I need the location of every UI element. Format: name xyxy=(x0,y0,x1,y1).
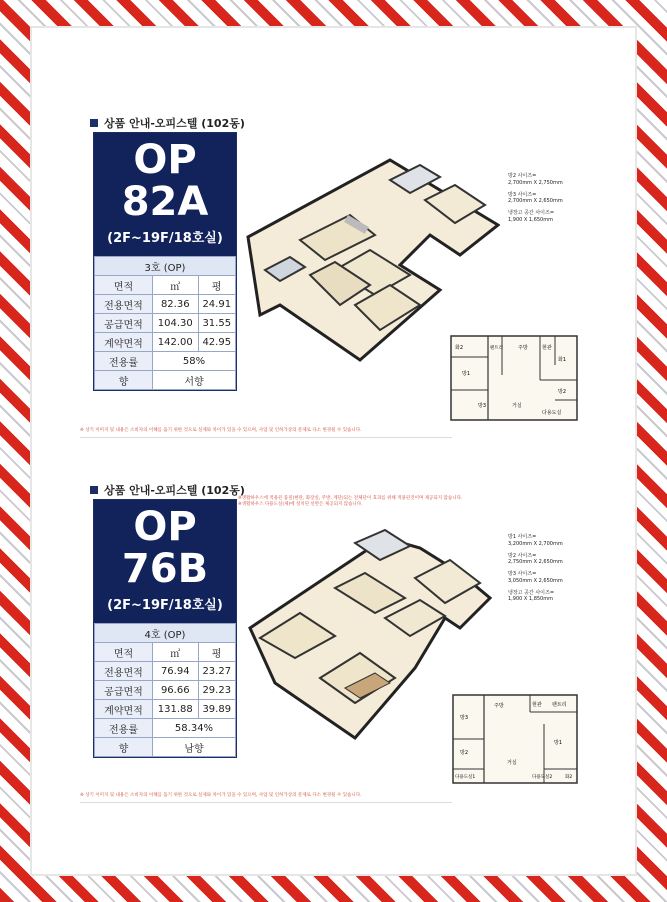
table-row xyxy=(95,738,236,757)
row-py: 23.27 xyxy=(198,662,235,681)
plan-label: 방2 xyxy=(460,750,469,756)
floorplan-2d xyxy=(452,694,578,784)
disclaimer-note: ※ 상기 이미지 및 내용은 소비자의 이해를 돕기 위한 것으로 실제와 차이가 있을 수 있으며, 사업 및 인허가상의 문제로 다소 변경될 수 있습니다. xyxy=(80,793,362,798)
floor-range: (2F~19F/18호실) xyxy=(107,598,223,613)
col-area-header: 면적 xyxy=(95,276,153,295)
note-line: 2,700mm X 2,650mm xyxy=(508,198,563,205)
note-line: 2,700mm X 2,750mm xyxy=(508,179,563,186)
col-py-header: 평 xyxy=(198,276,235,295)
isometric-floorplan-3d xyxy=(240,155,500,365)
note-line: 방1 사이즈= xyxy=(508,534,537,540)
plan-label: 거실 xyxy=(507,760,517,766)
row-label: 계약면적 xyxy=(95,700,153,719)
row-py: 39.89 xyxy=(198,700,235,719)
facing-label: 향 xyxy=(95,738,153,757)
note-line: 1,900 X 1,850mm xyxy=(508,596,553,603)
row-py: 31.55 xyxy=(198,314,235,333)
col-py-header: 평 xyxy=(198,643,235,662)
model-number: 76B xyxy=(121,546,209,592)
row-m2: 131.88 xyxy=(153,700,199,719)
plan-label: 화2 xyxy=(565,775,573,780)
table-row xyxy=(95,681,236,700)
plan-label: 다용도실 xyxy=(542,410,562,416)
note-line: 3,200mm X 2,700mm xyxy=(508,540,563,547)
plan-label: 현관 xyxy=(532,702,542,708)
section-header xyxy=(90,482,245,498)
row-label: 계약면적 xyxy=(95,333,153,352)
table-row xyxy=(95,371,236,390)
model-banner xyxy=(94,133,236,256)
top-note-line: ※생활하우스에 적용된 품질(현관, 화장실, 주방, 계단)되는 전체단이 효과를 위해 적용된것이며 제공되지 않습니다. xyxy=(238,496,463,501)
spec-card xyxy=(93,132,237,391)
col-area-header: 면적 xyxy=(95,643,153,662)
row-py: 29.23 xyxy=(198,681,235,700)
row-label: 공급면적 xyxy=(95,681,153,700)
note-line: 방3 사이즈= xyxy=(508,571,537,577)
note-line: 방3 사이즈= xyxy=(508,191,537,198)
plan-label: 주방 xyxy=(518,345,528,351)
ratio-label: 전용률 xyxy=(95,719,153,738)
floor-range: (2F~19F/18호실) xyxy=(107,231,223,246)
facing-value: 서향 xyxy=(153,371,236,390)
room-size-notes xyxy=(508,534,563,608)
product-section-76b xyxy=(80,482,630,812)
plan-label: 방3 xyxy=(460,715,469,721)
plan-label: 팬트리 xyxy=(552,702,567,708)
bullet-square-icon xyxy=(90,486,98,494)
col-m2-header: ㎡ xyxy=(153,643,199,662)
ratio-value: 58% xyxy=(153,352,236,371)
top-notes xyxy=(238,496,462,509)
table-row xyxy=(95,314,236,333)
row-m2: 96.66 xyxy=(153,681,199,700)
table-row xyxy=(95,700,236,719)
table-row xyxy=(95,662,236,681)
top-note-line: ※생활하우스 다용도실(제)에 설치된 선반은 제공되지 않습니다. xyxy=(238,502,363,508)
plan-label: 현관 xyxy=(542,345,552,351)
note-line: 3,050mm X 2,650mm xyxy=(508,577,563,584)
floorplan-2d xyxy=(450,335,578,421)
plan-label: 주방 xyxy=(494,703,504,709)
note-line: 2,750mm X 2,650mm xyxy=(508,559,563,566)
plan-label: 다용도실2 xyxy=(532,775,553,780)
row-m2: 76.94 xyxy=(153,662,199,681)
divider xyxy=(80,802,452,803)
ratio-label: 전용률 xyxy=(95,352,153,371)
plan-label: 화2 xyxy=(455,345,464,351)
divider xyxy=(80,437,452,438)
note-line: 방2 사이즈= xyxy=(508,552,537,559)
bullet-square-icon xyxy=(90,119,98,127)
plan-label: 팬트리 xyxy=(490,346,504,351)
plan-label: 방3 xyxy=(478,403,487,409)
note-line: 냉장고 공간 사이즈= xyxy=(508,210,555,216)
note-line: 1,900 X 1,650mm xyxy=(508,216,553,223)
note-line: 방2 사이즈= xyxy=(508,173,537,179)
table-row xyxy=(95,333,236,352)
facing-label: 향 xyxy=(95,371,153,390)
model-number: 82A xyxy=(121,179,209,225)
row-py: 42.95 xyxy=(198,333,235,352)
row-label: 전용면적 xyxy=(95,295,153,314)
section-header-text: 상품 안내-오피스텔 (102동) xyxy=(104,484,245,497)
section-header xyxy=(90,115,245,131)
plan-label: 다용도실1 xyxy=(455,775,476,780)
table-row xyxy=(95,295,236,314)
row-label: 전용면적 xyxy=(95,662,153,681)
ratio-value: 58.34% xyxy=(153,719,236,738)
row-label: 공급면적 xyxy=(95,314,153,333)
unit-label: 3호 (OP) xyxy=(95,257,236,276)
plan-label: 방1 xyxy=(462,371,471,377)
disclaimer-note: ※ 상기 이미지 및 내용은 소비자의 이해를 돕기 위한 것으로 실제와 차이가 있을 수 있으며, 사업 및 인허가상의 문제로 다소 변경될 수 있습니다. xyxy=(80,428,362,433)
facing-value: 남향 xyxy=(153,738,236,757)
col-m2-header: ㎡ xyxy=(153,276,199,295)
spec-card xyxy=(93,499,237,758)
plan-label: 방2 xyxy=(558,389,567,395)
plan-label: 화1 xyxy=(558,357,567,363)
note-line: 냉장고 공간 사이즈= xyxy=(508,589,555,596)
row-m2: 82.36 xyxy=(153,295,199,314)
model-banner xyxy=(94,500,236,623)
row-m2: 142.00 xyxy=(153,333,199,352)
op-label: OP xyxy=(133,504,197,550)
section-header-text: 상품 안내-오피스텔 (102동) xyxy=(104,117,245,130)
table-row xyxy=(95,719,236,738)
row-py: 24.91 xyxy=(198,295,235,314)
room-size-notes xyxy=(508,173,563,229)
plan-label: 방1 xyxy=(554,740,563,746)
area-table xyxy=(94,623,236,757)
area-table xyxy=(94,256,236,390)
unit-label: 4호 (OP) xyxy=(95,624,236,643)
op-label: OP xyxy=(133,137,197,183)
product-section-82a xyxy=(80,115,630,445)
plan-label: 거실 xyxy=(512,403,522,409)
table-row xyxy=(95,352,236,371)
row-m2: 104.30 xyxy=(153,314,199,333)
